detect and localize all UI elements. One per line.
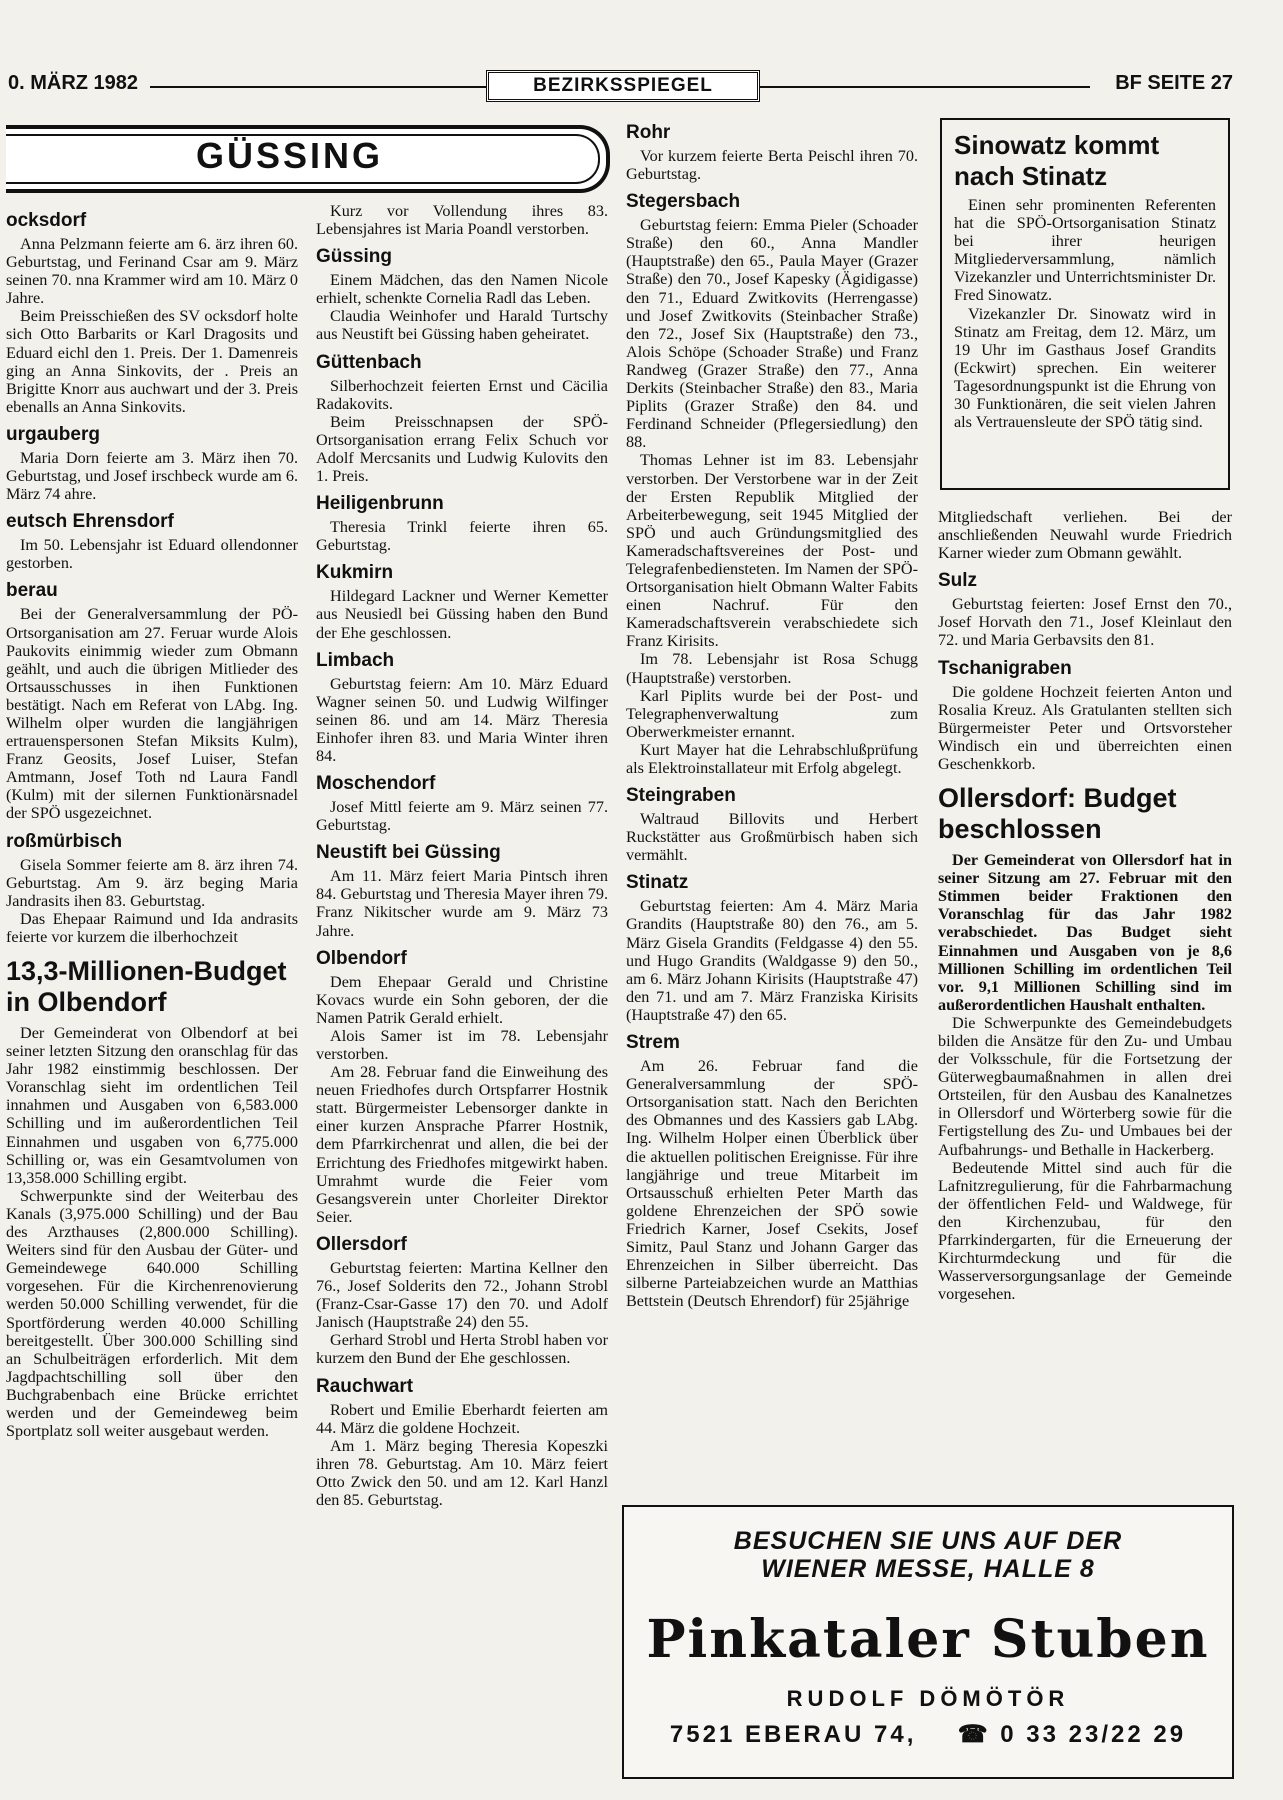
article-paragraph: Hildegard Lackner und Werner Kemetter aus Neusiedl bei Güssing haben den Bund der Ehe geschlossen. <box>316 587 608 642</box>
ad-line-1: BESUCHEN SIE UNS AUF DER <box>733 1527 1123 1555</box>
locality-heading: Sulz <box>938 570 978 592</box>
article-paragraph: Maria Dorn feierte am 3. März ihen 70. Geburtstag, und Josef irschbeck wurde am 6. März 74 ahre. <box>6 448 298 504</box>
locality-heading: Heiligenbrunn <box>316 493 444 515</box>
article-paragraph: Alois Samer ist im 78. Lebensjahr verstorben. <box>316 1026 608 1063</box>
article-paragraph: Josef Mittl feierte am 9. März seinen 77. Geburtstag. <box>316 798 608 835</box>
article-paragraph: Am 11. März feiert Maria Pintsch ihren 84. Geburtstag und Theresia Mayer ihren 79. Franz Nikitscher wurde am 9. März 73 Jahre. <box>316 867 608 940</box>
article-paragraph: Kurt Mayer hat die Lehrabschlußprüfung als Elektroinstallateur mit Erfolg abgelegt. <box>626 740 918 777</box>
district-banner <box>6 125 610 193</box>
article-paragraph: Das Ehepaar Raimund und Ida andrasits feierte vor kurzem die ilberhochzeit <box>6 909 298 946</box>
article-paragraph: Im 50. Lebensjahr ist Eduard ollendonner gestorben. <box>6 536 298 573</box>
article-paragraph: Geburtstag feiern: Am 10. März Eduard Wagner seinen 50. und Ludwig Wilfinger seinen 86. und am 14. März Theresia Einhofer ihren 83. und Maria Winter ihren 84. <box>316 674 608 765</box>
locality-heading: Ollersdorf <box>316 1233 407 1255</box>
article-paragraph: Gerhard Strobl und Herta Strobl haben vor kurzem den Bund der Ehe geschlossen. <box>316 1331 608 1368</box>
article-paragraph: Vor kurzem feierte Berta Peischl ihren 70. Geburtstag. <box>626 147 918 184</box>
article-paragraph: Geburtstag feierten: Martina Kellner den 76., Josef Solderits den 72., Johann Strobl (Franz-Csar-Gasse 17) den 70. und Adolf Janisch (Hauptstraße 24) den 55. <box>316 1258 608 1332</box>
box-paragraph: Vizekanzler Dr. Sinowatz wird in Stinatz am Freitag, dem 12. März, um 19 Uhr im Gasthaus Josef Grandits (Eckwirt) sprechen. Ein weiterer Tagesordnungspunkt ist die Ehrung von 30 Funktionären, die seit vielen Jahren als Vertrauensleute der SPÖ tätig sind. <box>954 304 1216 432</box>
column-4 <box>938 508 1232 1303</box>
ad-address: 7521 EBERAU 74, <box>669 1721 917 1748</box>
page-number: BF SEITE 27 <box>1115 72 1233 94</box>
article-paragraph: Im 78. Lebensjahr ist Rosa Schugg (Hauptstraße) verstorben. <box>626 650 918 687</box>
article-headline: Ollersdorf: Budget beschlossen <box>938 783 1177 845</box>
article-paragraph: Geburtstag feierten: Josef Ernst den 70., Josef Horvath den 71., Josef Kleinlaut den 72. und Maria Gerbavsits den 81. <box>938 595 1232 650</box>
article-paragraph: Claudia Weinhofer und Harald Turtschy aus Neustift bei Güssing haben geheiratet. <box>316 307 608 344</box>
article-paragraph: Schwerpunkte sind der Weiterbau des Kanals (3,975.000 Schilling) und der Bau des Arzthauses (2,800.000 Schilling). Weiters sind für den Ausbau der Güter- und Gemeindewege 640.000 Schilling vorgesehen. Für die Kirchenrenovierung werden 50.000 Schilling verwendet, für die Sportförderung werden 40.000 Schilling bereitgestellt. Über 300.000 Schilling sind an Schulbeiträgen erforderlich. Mit dem Jagdpachtschilling soll über den Buchgrabenbach eine Brücke errichtet werden und der Gemeindeweg beim Sportplatz soll weiter ausgebaut werden. <box>6 1186 298 1441</box>
locality-heading: urgauberg <box>6 423 100 445</box>
box-paragraph: Einen sehr prominenten Referenten hat die SPÖ-Ortsorganisation Stinatz bei ihrer heurigen Mitgliederversammlung, nämlich Vizekanzler und Unterrichtsminister Dr. Fred Sinowatz. <box>954 196 1216 305</box>
locality-heading: Moschendorf <box>316 773 436 795</box>
article-paragraph: Am 28. Februar fand die Einweihung des neuen Friedhofes durch Ortspfarrer Hostnik statt. Bürgermeister Lebensorger dankte in einer kurzen Ansprache Pfarrer Hostnik, dem Pfarrkirchenrat und allen, die bei der Errichtung des Friedhofes mitgewirkt haben. Umrahmt wurde die Feier vom Gesangsverein unter Chorleiter Direktor Seier. <box>316 1063 608 1226</box>
article-paragraph: Die goldene Hochzeit feierten Anton und Rosalia Kreuz. Als Gratulanten stellten sich Bürgermeister Peter und Ortsvorsteher Windisch ein und überreichten einen Geschenkkorb. <box>938 682 1232 773</box>
article-paragraph: Thomas Lehner ist im 83. Lebensjahr verstorben. Der Verstorbene war in der Zeit der Ersten Republik Mitglied der Arbeiterbewegung, seit 1945 Mitglied der SPÖ und auch Gründungsmitglied des Kameradschaftsvereines der Post- und Telegrafenbediensteten. Im Namen der SPÖ-Ortsorganisation hielt Obmann Walter Fabits einen Nachruf. Für den Kameradschaftsverein verabschiedete sich Franz Kirisits. <box>626 451 918 651</box>
box-headline: Sinowatz kommt nach Stinatz <box>954 130 1160 191</box>
locality-heading: Tschanigraben <box>938 657 1072 679</box>
ad-phone: ☎ 0 33 23/22 29 <box>957 1721 1187 1748</box>
article-paragraph: Karl Piplits wurde bei der Post- und Telegraphenverwaltung zum Oberwerkmeister ernannt. <box>626 686 918 741</box>
ad-business-name: Pinkataler Stuben <box>646 1609 1210 1670</box>
section-title: BEZIRKSSPIEGEL <box>486 70 760 102</box>
district-title: GÜSSING <box>196 135 384 176</box>
article-paragraph: Beim Preisschießen des SV ocksdorf holte sich Otto Barbarits or Karl Dragosits und Eduard eichl den 1. Preis. Der 1. Damenreis ging an Anna Sinkovits, der . Preis an Brigitte Knorr aus auchwart und der 3. Preis ebenalls an Anna Sinkovits. <box>6 307 298 416</box>
article-paragraph: Silberhochzeit feierten Ernst und Cäcilia Radakovits. <box>316 376 608 413</box>
article-paragraph: Waltraud Billovits und Herbert Ruckstätter aus Großmürbisch haben sich vermählt. <box>626 810 918 865</box>
page-header <box>0 70 1283 100</box>
locality-heading: berau <box>6 580 58 602</box>
column-2 <box>316 202 608 1509</box>
sinowatz-article-box <box>940 118 1230 490</box>
ad-owner: RUDOLF DÖMÖTÖR <box>786 1686 1070 1711</box>
article-paragraph: Am 1. März beging Theresia Kopeszki ihren 78. Geburtstag. Am 10. März feiert Otto Zwick den 50. und am 12. Karl Hanzl den 85. Geburtstag. <box>316 1436 608 1509</box>
locality-heading: Neustift bei Güssing <box>316 842 501 864</box>
article-paragraph: Kurz vor Vollendung ihres 83. Lebensjahres ist Maria Poandl verstorben. <box>316 202 608 239</box>
ad-contact <box>624 1720 1232 1749</box>
article-paragraph: Dem Ehepaar Gerald und Christine Kovacs wurde ein Sohn geboren, der die Namen Patrik Gerald erhielt. <box>316 972 608 1027</box>
locality-heading: Steingraben <box>626 785 736 807</box>
column-1 <box>6 202 298 1440</box>
locality-heading: eutsch Ehrensdorf <box>6 511 174 533</box>
article-paragraph: Am 26. Februar fand die Generalversammlung der SPÖ-Ortsorganisation statt. Nach den Berichten des Obmannes und des Kassiers gab LAbg. Ing. Wilhelm Holper einen Überblick über die aktuellen politischen Ereignisse. Für ihre langjährige und treue Mitarbeit im Ortsausschuß erhielten Peter Marth das goldene Ehrenzeichen der SPÖ sowie Friedrich Karner, Josef Csekits, Josef Simitz, Paul Stanz und Johann Garger das Ehrenzeichen in Silber überreicht. Das silberne Parteiabzeichen wurde an Matthias Bettstein (Deutsch Ehrendorf) für 25jährige <box>626 1057 918 1311</box>
locality-heading: Güttenbach <box>316 351 422 373</box>
article-paragraph: Mitgliedschaft verliehen. Bei der anschließenden Neuwahl wurde Friedrich Karner wieder zum Obmann gewählt. <box>938 508 1232 563</box>
locality-heading: Rohr <box>626 122 671 143</box>
article-paragraph: Einem Mädchen, das den Namen Nicole erhielt, schenkte Cornelia Radl das Leben. <box>316 271 608 308</box>
article-paragraph: Anna Pelzmann feierte am 6. ärz ihren 60. Geburtstag, und Ferinand Csar am 9. März seinen 70. nna Krammer wird am 10. März 0 Jahre. <box>6 235 298 308</box>
article-paragraph: Robert und Emilie Eberhardt feierten am 44. März die goldene Hochzeit. <box>316 1400 608 1437</box>
article-paragraph: Der Gemeinderat von Ollersdorf hat in seiner Sitzung am 27. Februar mit den Stimmen beider Fraktionen den Voranschlag für das Jahr 1982 verabschiedet. Das Budget sieht Einnahmen und Ausgaben von je 8,6 Millionen Schilling im ordentlichen Teil vor. 9,1 Millionen Schilling sind im außerordentlichen Haushalt enthalten. <box>938 851 1232 1014</box>
locality-heading: roßmürbisch <box>6 830 123 852</box>
ad-line-2: WIENER MESSE, HALLE 8 <box>761 1555 1095 1583</box>
article-paragraph: Die Schwerpunkte des Gemeindebudgets bilden die Ansätze für den Zu- und Umbau der Volksschule, für die Fortsetzung der Güterwegbaumaßnahmen in allen drei Ortsteilen, für den Ausbau des Kanalnetzes in Ollersdorf und Wörterberg sowie für die Fertigstellung des Zu- und Umbaues bei der Aufbahrungs- und Bethalle in Hackerberg. <box>938 1013 1232 1159</box>
article-paragraph: Gisela Sommer feierte am 8. ärz ihren 74. Geburtstag. Am 9. ärz beging Maria Jandrasits ihen 83. Geburtstag. <box>6 855 298 910</box>
locality-heading: Strem <box>626 1032 680 1054</box>
article-paragraph: Theresia Trinkl feierte ihren 65. Geburtstag. <box>316 518 608 555</box>
locality-heading: Rauchwart <box>316 1375 414 1397</box>
article-paragraph: Bei der Generalversammlung der PÖ-Ortsorganisation am 27. Feruar wurde Alois Paukovits einimmig wieder zum Obmann geählt, und auch die übrigen Mitlieder des Ortsausschusses in ihen Funktionen bestätigt. Nach em Referat von LAbg. Ing. Wilhelm olper wurden die langjährigen ertrauenspersonen Stefan Miksits Kulm), Franz Geosits, Josef Luiser, Stefan Amtmann, Josef Toth nd Laura Fandl (Kulm) mit der silernen Funktionärsnadel der SPÖ usgezeichnet. <box>6 605 298 823</box>
article-paragraph: Der Gemeinderat von Olbendorf at bei seiner letzten Sitzung den oranschlag für das Jahr 1982 einstimmig beschlossen. Der Voranschlag sieht im ordentlichen Teil innahmen und Ausgaben von 6,583.000 Schilling und im außerordentlichen Teil Einnahmen und usgaben von 6,775.000 Schilling or, was ein Gesamtvolumen von 13,358.000 Schilling ergibt. <box>6 1024 298 1187</box>
article-paragraph: Geburtstag feiern: Emma Pieler (Schoader Straße) den 60., Anna Mandler (Hauptstraße) den 65., Paula Mayer (Grazer Straße) den 70., Josef Kapesky (Ägidigasse) den 71., Eduard Zwitkovits (Herrengasse) und Josef Zwitkovits (Steinbacher Straße) den 72., Josef Six (Hauptstraße) den 73., Alois Schöpe (Schoader Straße) und Franz Randweg (Grazer Straße) den 77., Anna Derkits (Steinbacher Straße) den 83., Maria Piplits (Grazer Straße) den 84. und Ferdinand Schneider (Pflegersiedlung) den 88. <box>626 216 918 452</box>
column-3 <box>626 114 918 1310</box>
article-paragraph: Geburtstag feierten: Am 4. März Maria Grandits (Hauptstraße 80) den 76., am 5. März Gisela Grandits (Feldgasse 4) den 55. und Hugo Grandits (Waldgasse 9) den 50., am 6. März Johann Kirisits (Hauptstraße 47) den 71. und am 7. März Franziska Kirisits (Hauptstraße 47) den 65. <box>626 897 918 1024</box>
header-rule-left <box>150 86 486 88</box>
issue-date: 0. MÄRZ 1982 <box>8 72 139 94</box>
locality-heading: Kukmirn <box>316 562 394 584</box>
locality-heading: Stegersbach <box>626 191 741 213</box>
header-rule-right <box>760 86 1090 88</box>
locality-heading: Limbach <box>316 649 395 671</box>
locality-heading: Güssing <box>316 246 393 268</box>
locality-heading: Stinatz <box>626 872 689 894</box>
locality-heading: Olbendorf <box>316 947 407 969</box>
article-headline: 13,3-Millionen-Budget in Olbendorf <box>6 956 287 1017</box>
article-paragraph: Beim Preisschnapsen der SPÖ-Ortsorganisation errang Felix Schuch vor Adolf Mercsanits und Ludwig Kulovits den 1. Preis. <box>316 412 608 486</box>
locality-heading: ocksdorf <box>6 210 87 231</box>
article-paragraph: Bedeutende Mittel sind auch für die Lafnitzregulierung, für die Fahrbarmachung der öffentlichen Feld- und Waldwege, für den Kirchenzubau, für den Pfarrkindergarten, für die Erneuerung der Kirchturmdeckung und für die Wasserversorgungsanlage der Gemeinde vorgesehen. <box>938 1158 1232 1304</box>
advertisement <box>622 1505 1234 1779</box>
